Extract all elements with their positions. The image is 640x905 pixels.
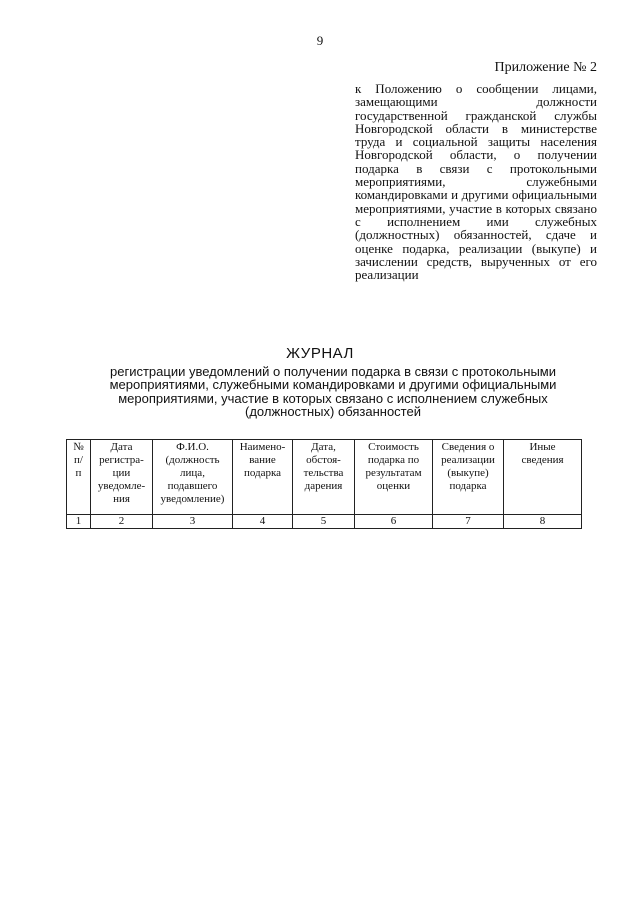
- column-header: [293, 440, 355, 515]
- column-header-line: сведения: [521, 454, 564, 466]
- column-header-line: ния: [113, 493, 130, 505]
- column-header-line: п/: [74, 454, 83, 466]
- column-header-line: результатам: [365, 467, 422, 479]
- column-header-line: подарка: [449, 480, 487, 492]
- column-header: [355, 440, 433, 515]
- column-header-line: обстоя-: [306, 454, 341, 466]
- journal-title: ЖУРНАЛ: [286, 345, 354, 362]
- column-header-line: п: [75, 467, 82, 479]
- column-header-line: реализации: [441, 454, 495, 466]
- column-header-line: тельства: [303, 467, 344, 479]
- column-header-line: Дата: [110, 441, 133, 453]
- column-number-cell: 4: [233, 515, 293, 529]
- column-header-line: подарка: [243, 467, 282, 479]
- table-header-row: [67, 440, 582, 515]
- column-header-line: лица,: [180, 467, 205, 479]
- journal-subtitle-line: регистрации уведомлений о получении подарка в связи с протокольными: [110, 364, 556, 379]
- appendix-title: Приложение № 2: [494, 60, 597, 75]
- journal-table: [66, 439, 582, 529]
- column-header-line: Наимено-: [239, 441, 286, 453]
- column-header-line: регистра-: [99, 454, 144, 466]
- column-header-line: (должность: [165, 454, 220, 466]
- journal-subtitle-line: мероприятиями, служебными командировками и другими официальными: [109, 377, 557, 393]
- journal-subtitle: [88, 365, 578, 418]
- column-header-line: подарка по: [367, 454, 420, 466]
- column-number-cell: 1: [67, 515, 91, 529]
- column-number-cell: 3: [153, 515, 233, 529]
- column-header-line: Ф.И.О.: [176, 441, 209, 453]
- column-header: [504, 440, 582, 515]
- column-header-line: №: [73, 441, 84, 453]
- column-number-cell: 8: [504, 515, 582, 529]
- column-header-line: Стоимость: [368, 441, 419, 453]
- column-number-cell: 5: [293, 515, 355, 529]
- column-header: [153, 440, 233, 515]
- column-number-cell: 6: [355, 515, 433, 529]
- column-header-line: Сведения о: [441, 441, 495, 453]
- column-header-line: оценки: [376, 480, 411, 492]
- column-header: [233, 440, 293, 515]
- column-header-line: ции: [112, 467, 131, 479]
- column-header-line: уведомле-: [97, 480, 146, 492]
- column-number-cell: 7: [433, 515, 504, 529]
- column-header: [433, 440, 504, 515]
- page-number: 9: [316, 33, 324, 48]
- column-header-line: (выкупе): [447, 467, 489, 479]
- column-header: [67, 440, 91, 515]
- column-header-line: Дата,: [311, 441, 336, 453]
- journal-subtitle-line: (должностных) обязанностей: [245, 403, 421, 419]
- column-header-line: уведомление): [160, 493, 225, 505]
- table-number-row: [67, 515, 582, 529]
- column-header-line: вание: [249, 454, 276, 466]
- appendix-text: к Положению о сообщении лицами, замещающими должности государственной гражданской службы Новгородской области в министерстве труда и социальной защиты населения Новгородской области, о получении подарка в связи с протокольными мероприятиями, служебными командировками и другими официальными мероприятиями, участие в которых связано с исполнением ими служебных (должностных) обязанностей, сдаче и оценке подарка, реализации (выкупе) и зачислении средств, вырученных от его реализации: [355, 81, 597, 283]
- journal-subtitle-line: мероприятиями, участие в которых связано с исполнением служебных: [118, 390, 548, 406]
- column-header: [91, 440, 153, 515]
- column-number-cell: 2: [91, 515, 153, 529]
- column-header-line: подавшего: [167, 480, 218, 492]
- column-header-line: дарения: [304, 480, 343, 492]
- column-header-line: Иные: [529, 441, 556, 453]
